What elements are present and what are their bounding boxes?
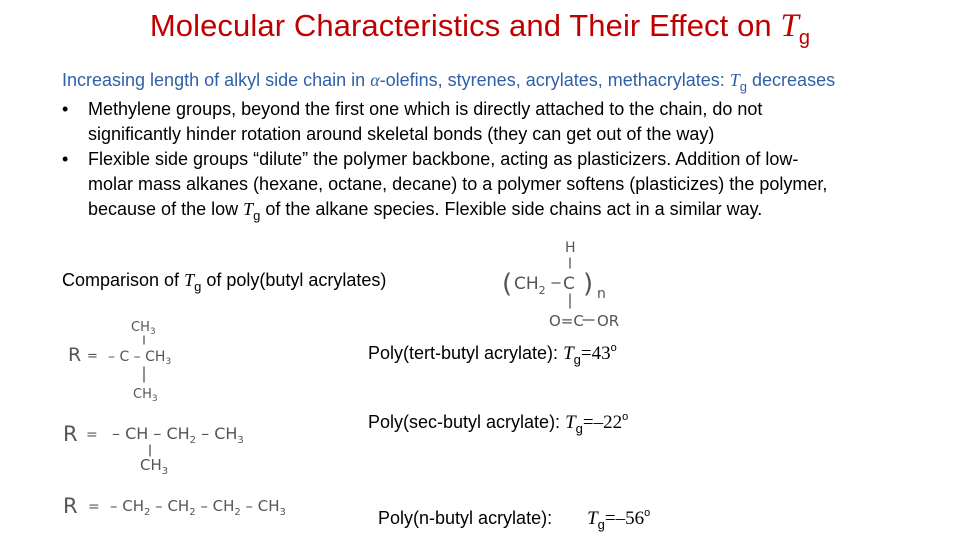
comparison-tg-subscript: g — [194, 279, 202, 294]
alpha-symbol: α — [370, 70, 380, 90]
n-butyl-tg-label — [368, 487, 650, 530]
backbone-structure — [502, 240, 619, 330]
n-r: R — [63, 494, 78, 518]
bullet-tg-symbol: T — [243, 199, 254, 219]
acrylate-tg-value: =–22 — [582, 412, 623, 433]
bullet-line: Flexible side groups “dilute” the polymer backbone, acting as plasticizers. Addition of low- — [88, 149, 799, 169]
acrylate-tg-symbol: T — [565, 412, 576, 433]
n-eq: = — [88, 499, 100, 515]
sec-butyl-structure — [63, 422, 244, 477]
bullet-line: Methylene groups, beyond the first one which is directly attached to the chain, do not — [88, 99, 763, 119]
last-line-suffix: of the alkane species. Flexible side chains act in a similar way. — [260, 199, 763, 219]
sec-butyl-tg-label — [368, 412, 628, 434]
acrylate-tg-subscript: g — [597, 517, 605, 532]
lead-tg-subscript: g — [739, 79, 748, 94]
lead-middle: -olefins, styrenes, acrylates, methacrylates: — [379, 70, 730, 90]
lead-suffix: decreases — [747, 70, 836, 90]
backbone-h: H — [565, 240, 576, 256]
tert-bottom-ch3: $CH_3$ — [133, 387, 158, 404]
acrylate-tg-value: =43 — [580, 343, 611, 364]
backbone-ch2: $CH_2$ — [514, 274, 546, 297]
sec-bottom-ch3: $CH_3$ — [140, 456, 169, 477]
acrylate-tg-subscript: g — [573, 352, 581, 367]
degree-symbol: o — [610, 342, 617, 354]
tert-eq: = — [87, 349, 98, 364]
acrylate-name: Poly(sec-butyl acrylate): — [368, 412, 566, 432]
lead-tg-symbol: T — [729, 70, 740, 90]
acrylate-tg-value: =–56 — [604, 508, 645, 529]
tert-butyl-structure — [68, 320, 171, 404]
lead-prefix: Increasing length of alkyl side chain in — [62, 70, 371, 90]
backbone-c: C — [563, 274, 575, 294]
acrylate-name: Poly(tert-butyl acrylate): — [368, 343, 564, 363]
bullet-line: significantly hinder rotation around skeletal bonds (they can get out of the way) — [88, 124, 715, 144]
degree-symbol: o — [644, 507, 651, 519]
comparison-suffix: of poly(butyl acrylates) — [201, 270, 387, 290]
bullet-marker: • — [62, 149, 69, 169]
title-tg-subscript: g — [798, 27, 811, 49]
sec-main: – CH – $CH_2 - CH_3$ — [112, 424, 244, 446]
bullet-line: molar mass alkanes (hexane, octane, decane) to a polymer softens (plasticizes) the polymer, — [88, 174, 828, 194]
last-line-prefix: because of the low — [88, 199, 244, 219]
sec-r: R — [63, 422, 78, 446]
acrylate-tg-symbol: T — [563, 343, 574, 364]
bullet-marker: • — [62, 99, 69, 119]
n-main: – $CH_2 - CH_2 - CH_2 - CH_3$ — [110, 497, 286, 518]
tert-main: – C – $CH_3$ — [108, 349, 172, 367]
backbone-n: n — [597, 286, 606, 302]
acrylate-tg-subscript: g — [575, 421, 583, 436]
sec-eq: = — [86, 427, 98, 443]
title-text: Molecular Characteristics and Their Effect on — [149, 8, 781, 43]
tert-top-ch3: $CH_3$ — [131, 320, 156, 337]
degree-symbol: o — [622, 411, 629, 423]
n-butyl-structure — [63, 494, 286, 518]
backbone-carbonyl: O=C — [549, 312, 584, 330]
backbone-or: OR — [597, 312, 620, 330]
backbone-open-paren: ( — [502, 269, 513, 299]
acrylate-name: Poly(n-butyl acrylate): — [378, 508, 588, 528]
bullet-tg-subscript: g — [253, 208, 261, 223]
tert-r: R — [68, 344, 82, 366]
acrylate-tg-symbol: T — [587, 508, 598, 529]
tert-butyl-tg-label — [368, 343, 617, 365]
backbone-close-paren: ) — [583, 269, 594, 299]
comparison-prefix: Comparison of — [62, 270, 185, 290]
title-tg-symbol: T — [780, 8, 799, 44]
comparison-tg-symbol: T — [184, 270, 195, 290]
